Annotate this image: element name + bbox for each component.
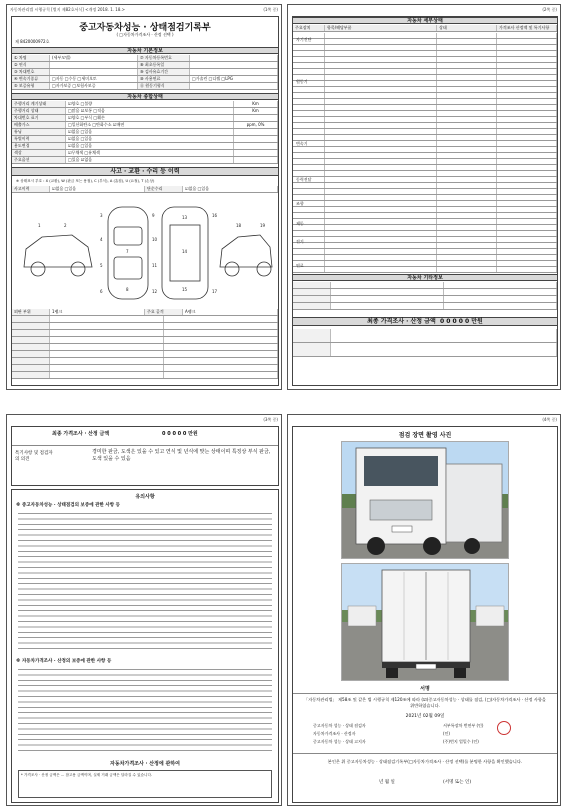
general-state-table	[12, 101, 278, 164]
special-label: 특기사항 및 점검자의 의견	[15, 451, 53, 462]
diagram-label: 8	[126, 287, 129, 292]
diagram-label: 17	[212, 289, 218, 294]
page-4-header-right: (4쪽 중)	[542, 417, 557, 422]
accident-heading: 사고 · 교환 · 수리 등 이력	[12, 167, 278, 176]
table-row: 주요장치 항목/해당부품 상태 가격조사 산정액 및 특기사항	[293, 25, 557, 32]
detail-group-label: 원동기	[296, 79, 308, 84]
final-price-box	[11, 426, 279, 486]
diagram-label: 1	[38, 223, 41, 228]
diagram-label: 3	[100, 213, 103, 218]
other-info-heading: 자동차 기타정보	[293, 274, 557, 281]
accident-table	[12, 186, 278, 193]
table-row: 주행거리 상태 □많음 ☑보통 □적음 Km	[12, 108, 278, 115]
detail-table	[293, 33, 557, 273]
price-amount: 0 0 0 0 0 만원	[439, 318, 483, 325]
vehicle-diagram	[16, 197, 276, 307]
rear-plate	[416, 664, 436, 669]
page-1-header-right: (1쪽 중)	[263, 7, 278, 12]
diagram-label: 10	[152, 237, 158, 242]
diagram-label: 12	[152, 289, 158, 294]
diagram-label: 16	[212, 213, 218, 218]
truck-rear-photo	[341, 563, 509, 681]
table-row: 색상 ☑무채색 □유채색	[12, 150, 278, 157]
table-row: ③ 차대번호 ⑨ 검사유효기간	[12, 69, 278, 76]
special-text: 경미한 판금, 도색은 있을 수 있고 연식 및 년식에 맞는 상태이며 특징상 부식 판금, 도색 있을 수 있음	[92, 449, 271, 462]
diagram-label: 6	[100, 289, 103, 294]
bottom-title: 자동차가격조사 · 산정에 관하여	[110, 761, 180, 767]
signer-role: 중고자동차 성능 · 상태 점검자	[313, 723, 366, 728]
table-row: 튜닝 ☑없음 □있음	[12, 129, 278, 136]
detail-header-row	[293, 25, 557, 32]
diagram-label: 4	[100, 237, 103, 242]
diagram-label: 2	[64, 223, 67, 228]
detail-group-label: 제동	[296, 221, 304, 226]
final-price-value: 0 0 0 0 0 만원	[162, 431, 198, 437]
table-row: ④ 변속기종류 □자동 □수동 □세미오토 ⑩ 사용연료 □가솔린 □디젤 □LPG	[12, 76, 278, 83]
notice-box	[11, 489, 279, 803]
table-row: 특별이력 ☑없음 □있음	[12, 136, 278, 143]
table-row: ⑤ 보증유형 □자가보증 □보험사보증 ⑪ 원동기형식	[12, 83, 278, 90]
truck-front-photo	[341, 441, 509, 559]
page-3-header-right: (3쪽 중)	[263, 417, 278, 422]
table-row: 주행거리 계기상태 ☑양호 □불량 Km	[12, 101, 278, 108]
receipt-sign: (서명 또는 인)	[443, 780, 472, 785]
page-2-header-right: (2쪽 중)	[542, 7, 557, 12]
detail-group-label: 전기	[296, 239, 304, 244]
section-a-title: ※ 중고자동차성능 · 상태점검의 보증에 관한 사항 등	[16, 503, 120, 508]
table-row: 사고이력 ☑없음 □있음 단순수리 ☑없음 □있음	[12, 186, 278, 193]
page-2-form	[292, 16, 558, 386]
basic-info-table	[12, 55, 278, 90]
receipt-date: 년 월 일	[379, 780, 395, 785]
diagram-label: 15	[182, 287, 188, 292]
sign-caption: 서명	[420, 686, 430, 692]
page-3	[6, 414, 282, 806]
detail-group-label: 조향	[296, 201, 304, 206]
page-1-title: 중고자동차성능 · 상태점검기록부	[79, 23, 211, 33]
page-4	[287, 414, 561, 806]
photo-form	[292, 426, 558, 803]
table-row: 주요옵션 □있음 ☑없음	[12, 157, 278, 164]
diagram-label: 19	[260, 223, 266, 228]
diagram-label: 13	[182, 215, 188, 220]
diagram-label: 18	[236, 223, 242, 228]
general-state-heading: 자동차 종합상태	[12, 93, 278, 100]
panel-state-table	[12, 309, 278, 379]
detail-group-label: 연료	[296, 263, 304, 268]
detail-heading: 자동차 세부상태	[293, 17, 557, 24]
section-b-body	[18, 666, 272, 752]
bottom-note: * 가격조사 · 산정 금액은 ... 참고용 금액이며, 실제 거래 금액은 달라질 수 있습니다.	[18, 770, 272, 798]
table-row: 차대번호 표기 ☑양호 □부식 □훼손	[12, 115, 278, 122]
diagram-label: 5	[100, 263, 103, 268]
page-1	[6, 4, 282, 390]
diagram-label: 11	[152, 263, 158, 268]
table-row: 배출가스 □일산화탄소 □탄화수소 ☑매연 ppm, 0%	[12, 122, 278, 129]
price-heading: 최종 가격조사 · 산정 금액 0 0 0 0 0 만원	[293, 317, 557, 326]
record-number: 제 8420000972호	[15, 39, 50, 44]
accident-note: ※ 상태표시 부호 : X (교환), W (판금 또는 용접), C (부식), A (흠집), U (요철), T (손상)	[16, 179, 155, 183]
front-plate	[392, 526, 412, 532]
section-a-body	[18, 510, 272, 650]
statement: 「자동차관리법」 제58조 및 같은 법 시행규칙 제120조에 따라 (☑)중고자동차성능 · 상태를 점검, (□)자동차가격조사 · 산정 사항을 위반하였습니다.	[304, 697, 546, 708]
signer-name: (주)번지 업밀수 (인)	[443, 739, 479, 744]
page-2	[287, 4, 561, 390]
page-1-header-left: 자동차관리법 시행규칙 [별지 제82호서식] <개정 2018. 1. 18.>	[10, 7, 125, 12]
table-row: 용도변경 ☑없음 □있음	[12, 143, 278, 150]
official-seal	[497, 721, 511, 735]
final-price-label: 최종 가격조사 · 산정 금액	[52, 431, 110, 437]
notice-heading: 유의사항	[135, 494, 155, 500]
section-b-title: ※ 자동차가격조사 · 산정의 보증에 관한 사항 등	[16, 659, 112, 664]
page-1-form	[11, 16, 279, 386]
table-row: ① 차명 (세부모델) ⑦ 자동차등록번호	[12, 55, 278, 62]
signer-name: (인)	[443, 731, 450, 736]
receipt-statement: 본인은 위 중고자동차성능 · 상태점검기록부(□자동차가격조사 · 산정 선택)를 분명한 사항을 확인했습니다.	[327, 759, 523, 764]
table-row: 외판 부위 1랭크 주요 골격 A랭크	[12, 309, 278, 316]
detail-group-label: 변속기	[296, 141, 308, 146]
signer-name: 서부특장차 번연부 (인)	[443, 723, 484, 728]
detail-group-label: 자기진단	[296, 37, 312, 42]
table-row	[293, 267, 557, 273]
diagram-label: 7	[126, 249, 129, 254]
price-detail-table	[293, 329, 557, 357]
table-row: ② 연식 ⑧ 최초등록일	[12, 62, 278, 69]
detail-group-label: 동력전달	[296, 177, 312, 182]
diagram-label: 9	[152, 213, 155, 218]
signer-role: 자동차가격조사 · 산정자	[313, 731, 356, 736]
diagram-label: 14	[182, 249, 188, 254]
page-1-subtitle: ( □자동차가격조사 · 산정 선택 )	[116, 32, 174, 37]
signer-role: 중고자동차 성능 · 상태 고지자	[313, 739, 366, 744]
photo-title: 점검 장면 촬영 사진	[398, 432, 452, 439]
statement-date: 2021년 02월 09일	[405, 714, 445, 719]
basic-info-heading: 자동차 기본정보	[12, 47, 278, 54]
other-info-table	[293, 282, 557, 310]
